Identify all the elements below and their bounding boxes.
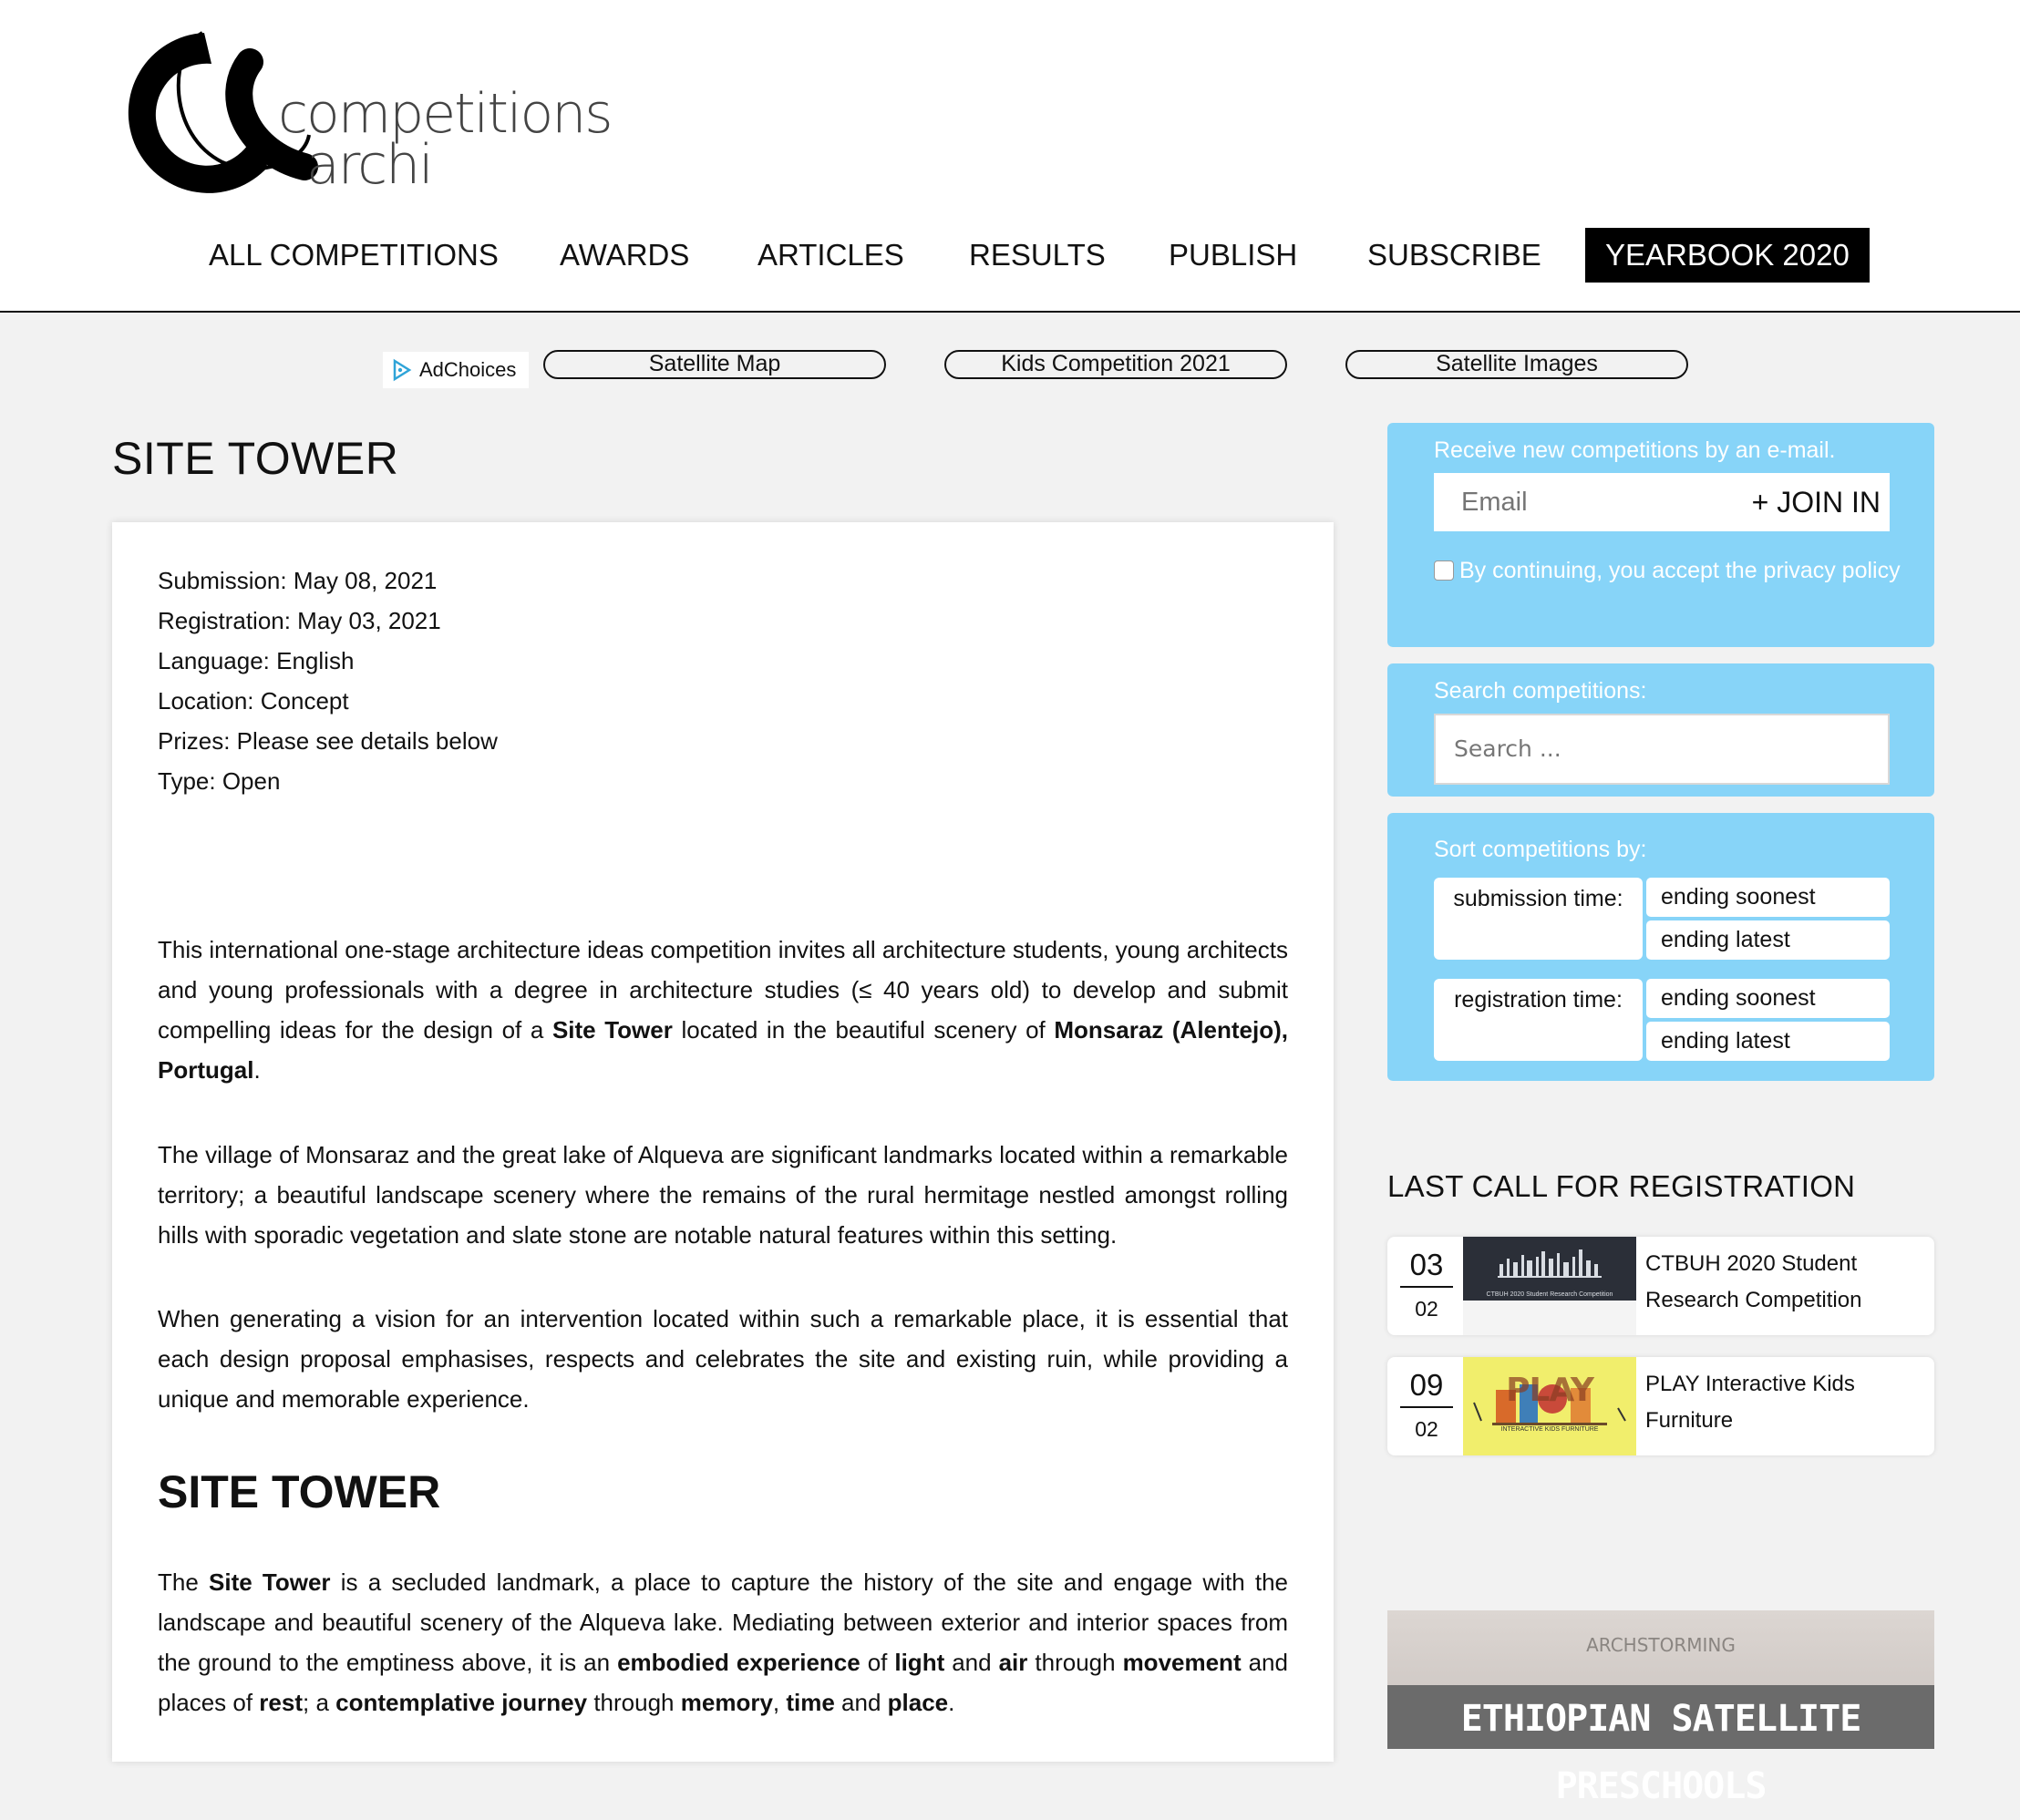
nav-publish[interactable]: PUBLISH — [1169, 238, 1298, 272]
sort-submission-label: submission time: — [1434, 878, 1643, 960]
last-call-thumb-word: PLAY — [1506, 1372, 1593, 1409]
last-call-thumbnail — [1463, 1237, 1636, 1335]
ad-link-satellite-map[interactable]: Satellite Map — [543, 350, 886, 379]
sort-box — [1387, 813, 1934, 1081]
page-title: SITE TOWER — [112, 433, 399, 484]
competition-card — [112, 522, 1334, 1762]
email-input[interactable] — [1461, 473, 1735, 531]
sort-registration-group — [1434, 979, 1890, 1061]
last-call-day: 09 — [1400, 1364, 1453, 1408]
search-input[interactable]: Search ... — [1434, 714, 1890, 785]
site-logo[interactable] — [113, 26, 612, 197]
nav-articles[interactable]: ARTICLES — [758, 238, 904, 272]
nav-yearbook-2020[interactable]: YEARBOOK 2020 — [1585, 228, 1870, 283]
adchoices-badge[interactable] — [383, 352, 529, 388]
vision-paragraph: When generating a vision for an intervention located within such a remarkable place, it is essential that each design proposal emphasises, respects and celebrates the site and existing ruin, while providing a unique and memorable experience. — [158, 1305, 1288, 1413]
privacy-checkbox[interactable] — [1434, 560, 1454, 581]
last-call-thumbnail — [1463, 1357, 1636, 1455]
last-call-month: 02 — [1415, 1297, 1438, 1321]
last-call-item[interactable] — [1387, 1357, 1934, 1455]
last-call-item[interactable] — [1387, 1237, 1934, 1335]
last-call-thumb-caption: INTERACTIVE KIDS FURNITURE — [1500, 1426, 1599, 1433]
section-heading: SITE TOWER — [158, 1466, 441, 1517]
adchoices-label: AdChoices — [419, 358, 517, 381]
last-call-date — [1400, 1364, 1453, 1450]
nav-awards[interactable]: AWARDS — [560, 238, 690, 272]
nav-all-competitions[interactable]: ALL COMPETITIONS — [209, 238, 499, 272]
last-call-title-text: PLAY Interactive Kids Furniture — [1645, 1372, 1855, 1433]
promo-banner[interactable] — [1387, 1610, 1934, 1807]
join-button[interactable]: + JOIN IN — [1751, 486, 1881, 519]
nav-subscribe[interactable]: SUBSCRIBE — [1367, 238, 1541, 272]
search-label: Search competitions: — [1434, 678, 1647, 704]
sort-submission-group — [1434, 878, 1890, 960]
last-call-title-text: CTBUH 2020 Student Research Competition — [1645, 1251, 1862, 1312]
sort-submission-soonest[interactable]: ending soonest — [1646, 878, 1890, 917]
meta-registration: Registration: May 03, 2021 — [158, 607, 441, 634]
logo-wordmark-line1: competitions — [278, 82, 612, 146]
ad-bar — [0, 346, 2020, 392]
privacy-consent — [1434, 550, 1908, 591]
site-header — [0, 0, 2020, 313]
ad-link-satellite-images[interactable]: Satellite Images — [1345, 350, 1688, 379]
last-call-thumb-caption: CTBUH 2020 Student Research Competition — [1486, 1291, 1613, 1298]
main-nav — [0, 228, 2020, 283]
last-call-day: 03 — [1400, 1244, 1453, 1288]
promo-headline: ETHIOPIAN SATELLITE PRESCHOOLS — [1387, 1685, 1934, 1749]
nav-results[interactable]: RESULTS — [969, 238, 1106, 272]
search-box — [1387, 663, 1934, 797]
skyline-icon — [1463, 1237, 1636, 1335]
meta-prizes: Prizes: Please see details below — [158, 727, 498, 755]
intro-paragraph: This international one-stage architecture ideas competition invites all architecture students, young architects and young professionals with a degree in architecture studies (≤ 40 years old) to develop and submit compelling ideas for the design of a Site Tower located in the beautiful scenery of Monsaraz (Alentejo), Portugal. — [158, 936, 1289, 1084]
sort-registration-label: registration time: — [1434, 979, 1643, 1061]
subscribe-box — [1387, 423, 1934, 647]
last-call-month: 02 — [1415, 1417, 1438, 1441]
email-row — [1434, 473, 1890, 531]
sort-registration-soonest[interactable]: ending soonest — [1646, 979, 1890, 1018]
last-call-title: LAST CALL FOR REGISTRATION — [1387, 1169, 1856, 1203]
subscribe-label: Receive new competitions by an e-mail. — [1434, 437, 1836, 463]
sort-submission-latest[interactable]: ending latest — [1646, 920, 1890, 960]
privacy-label: By continuing, you accept the privacy policy — [1459, 558, 1901, 583]
adchoices-icon — [392, 359, 412, 381]
promo-logo: ARCHSTORMING — [1586, 1634, 1736, 1656]
ad-link-kids-competition[interactable]: Kids Competition 2021 — [944, 350, 1287, 379]
site-tower-paragraph: The Site Tower is a secluded landmark, a place to capture the history of the site and engage with the landscape and beautiful scenery of the Alqueva lake. Mediating between exterior and interior spaces from the ground to the emptiness above, it is an embodied experience of light and air through movement and places of rest; a contemplative journey through memory, time and place. — [158, 1568, 1289, 1716]
logo-wordmark-line2: archi — [306, 133, 432, 197]
sort-registration-latest[interactable]: ending latest — [1646, 1022, 1890, 1061]
meta-submission: Submission: May 08, 2021 — [158, 567, 438, 594]
last-call-date — [1400, 1244, 1453, 1330]
meta-language: Language: English — [158, 647, 355, 674]
sort-label: Sort competitions by: — [1434, 837, 1647, 862]
meta-type: Type: Open — [158, 767, 281, 795]
competition-meta — [158, 560, 498, 801]
meta-location: Location: Concept — [158, 687, 349, 715]
village-paragraph: The village of Monsaraz and the great lake of Alqueva are significant landmarks located within a remarkable territory; a beautiful landscape scenery where the remains of the rural hermitage nestled amongst rolling hills with sporadic vegetation and slate stone are notable natural features within this setting. — [158, 1141, 1288, 1249]
